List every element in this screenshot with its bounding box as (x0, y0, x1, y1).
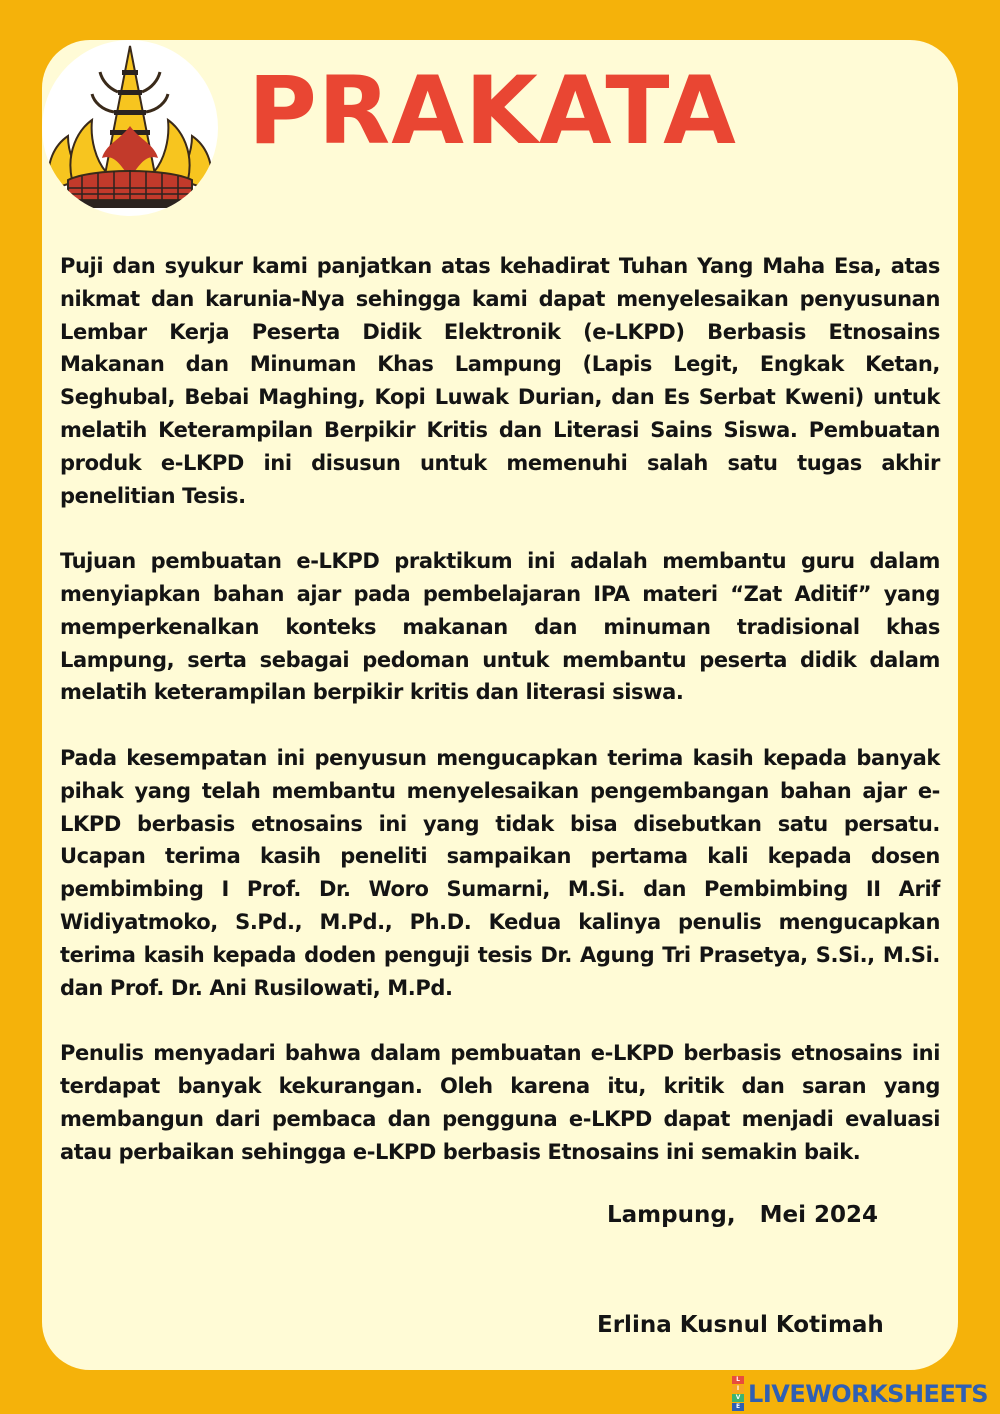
brand-mark-letter: L (732, 1376, 744, 1384)
brand-mark-letter: E (732, 1403, 744, 1411)
paragraph-acknowledgement: Pada kesempatan ini penyusun mengucapkan terima kasih kepada banyak pihak yang telah membantu menyelesaikan pengembangan bahan ajar e-LKPD berbasis etnosains ini yang tidak bisa disebutkan satu persatu. Ucapan terima kasih peneliti sampaikan pertama kali kepada dosen pembimbing I Prof. Dr. Woro Sumarni, M.Si. dan Pembimbing II Arif Widiyatmoko, S.Pd., M.Pd., Ph.D. Kedua kalinya penulis mengucapkan terima kasih kepada doden penguji tesis Dr. Agung Tri Prasetya, S.Si., M.Si. dan Prof. Dr. Ani Rusilowati, M.Pd. (60, 745, 940, 1000)
paragraph-closing: Penulis menyadari bahwa dalam pembuatan e-LKPD berbasis etnosains ini terdapat banyak kekurangan. Oleh karena itu, kritik dan saran yang membangun dari pembaca dan pengguna e-LKPD dapat menjadi evaluasi atau perbaikan sehingga e-LKPD berbasis Etnosains ini semakin baik. (60, 1041, 940, 1164)
paragraph-purpose: Tujuan pembuatan e-LKPD praktikum ini adalah membantu guru dalam menyiapkan bahan ajar pada pembelajaran IPA materi “Zat Aditif” yang memperkenalkan konteks makanan dan minuman tradisional khas Lampung, serta sebagai pedoman untuk membantu peserta didik dalam melatih keterampilan berpikir kritis dan literasi siswa. (60, 549, 940, 705)
brand-mark-letter: I (732, 1385, 744, 1393)
brand-mark-icon (732, 1376, 744, 1411)
lampung-siger-crown-icon (42, 40, 218, 216)
author-name: Erlina Kusnul Kotimah (597, 1312, 884, 1338)
paragraph-intro: Puji dan syukur kami panjatkan atas kehadirat Tuhan Yang Maha Esa, atas nikmat dan karunia-Nya sehingga kami dapat menyelesaikan penyusunan Lembar Kerja Peserta Didik Elektronik (e-LKPD) Berbasis Etnosains Makanan dan Minuman Khas Lampung (Lapis Legit, Engkak Ketan, Seghubal, Bebai Maghing, Kopi Luwak Durian, dan Es Serbat Kweni) untuk melatih Keterampilan Berpikir Kritis dan Literasi Sains Siswa. Pembuatan produk e-LKPD ini disusun untuk memenuhi salah satu tugas akhir penelitian Tesis. (60, 254, 940, 508)
brand-name: LIVEWORKSHEETS (748, 1379, 988, 1408)
liveworksheets-logo[interactable] (732, 1376, 988, 1411)
brand-mark-letter: V (732, 1394, 744, 1402)
place-date: Lampung, Mei 2024 (607, 1202, 878, 1228)
page-title: PRAKATA (248, 57, 737, 166)
preface-body (60, 250, 940, 1168)
